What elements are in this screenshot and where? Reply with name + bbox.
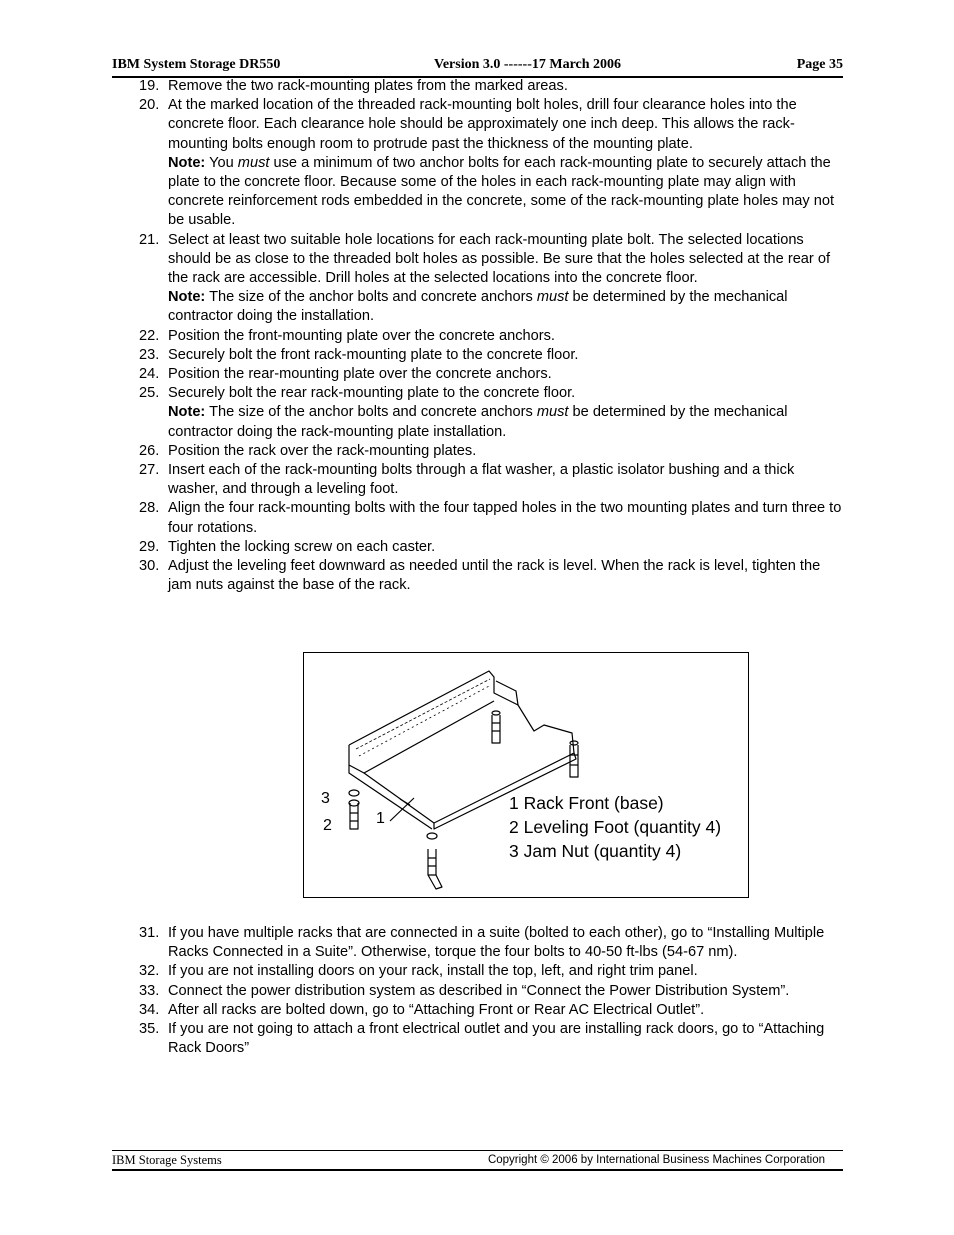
note-step-25 — [112, 403, 843, 441]
step-number: 20. — [139, 97, 160, 114]
leveling-foot-front-left — [349, 790, 359, 829]
step-20 — [112, 96, 843, 154]
step-19 — [112, 77, 843, 96]
header-title: IBM System Storage DR550 — [112, 57, 281, 72]
legend-item-jam-nut: 3 Jam Nut (quantity 4) — [509, 841, 682, 861]
step-number: 30. — [139, 558, 160, 575]
callout-1: 1 — [376, 810, 385, 827]
leveling-foot-rear-right — [570, 741, 578, 777]
header-page-number: Page 35 — [796, 57, 843, 72]
step-text: After all racks are bolted down, go to “Attaching Front or Rear AC Electrical Outlet”. — [168, 1001, 705, 1018]
callout-3: 3 — [321, 790, 330, 807]
legend-item-leveling-foot: 2 Leveling Foot (quantity 4) — [509, 817, 722, 837]
note-step-21 — [112, 288, 843, 326]
step-text: Tighten the locking screw on each caster. — [168, 538, 436, 555]
step-number: 19. — [139, 78, 160, 94]
step-number: 32. — [139, 963, 160, 980]
step-33 — [112, 982, 843, 1001]
step-number: 27. — [139, 462, 160, 479]
callout-marker-1 — [400, 799, 410, 805]
step-number: 22. — [139, 327, 160, 344]
instruction-list-top — [112, 77, 843, 595]
step-number: 34. — [139, 1001, 160, 1018]
step-number: 35. — [139, 1021, 160, 1038]
footer-org: IBM Storage Systems — [112, 1153, 222, 1167]
step-text: If you are not going to attach a front electrical outlet and you are installing rack doors, go to “Attaching Rack Doors” — [168, 1021, 825, 1057]
step-32 — [112, 962, 843, 981]
step-21 — [112, 231, 843, 289]
step-30 — [112, 557, 843, 595]
figure-legend — [509, 791, 721, 863]
legend-item-rack-front: 1 Rack Front (base) — [509, 793, 664, 813]
step-number: 21. — [139, 231, 160, 248]
step-23 — [112, 346, 843, 365]
note-text: You — [209, 154, 234, 171]
step-text: Securely bolt the rear rack-mounting plate to the concrete floor. — [168, 385, 576, 402]
note-text: use a minimum of two anchor bolts for each rack-mounting plate to securely attach the plate to the concrete floor. Because some of the holes in each rack-mounting plate may align with concrete reinforcement rods embedded in the concrete, some of the rack-mounting plate holes may not be usable. — [168, 154, 834, 229]
note-text: The size of the anchor bolts and concrete anchors — [209, 404, 533, 421]
callout-2: 2 — [323, 817, 332, 834]
note-emphasis: must — [237, 154, 270, 171]
step-27 — [112, 461, 843, 499]
step-number: 23. — [139, 346, 160, 363]
footer-rule-top — [112, 1150, 843, 1151]
footer-rule-bottom — [112, 1169, 843, 1171]
step-24 — [112, 365, 843, 384]
step-28 — [112, 499, 843, 537]
footer-copyright: Copyright © 2006 by International Business Machines Corporation — [487, 1154, 825, 1166]
step-29 — [112, 538, 843, 557]
note-emphasis: must — [536, 404, 569, 421]
note-text: be determined by the mechanical contractor doing the installation. — [168, 289, 788, 325]
note-step-20 — [112, 154, 843, 231]
header-version: Version 3.0 ------17 March 2006 — [434, 57, 622, 72]
step-text: Position the front-mounting plate over the concrete anchors. — [168, 327, 555, 344]
step-text: If you are not installing doors on your rack, install the top, left, and right trim panel. — [168, 963, 698, 980]
rack-base-figure — [303, 652, 749, 898]
note-label: Note: — [168, 404, 206, 421]
step-number: 26. — [139, 442, 160, 459]
page-header — [112, 57, 843, 76]
step-number: 24. — [139, 366, 160, 383]
step-text: Position the rack over the rack-mounting plates. — [168, 442, 477, 459]
step-number: 25. — [139, 385, 160, 402]
step-26 — [112, 442, 843, 461]
step-text: Insert each of the rack-mounting bolts through a flat washer, a plastic isolator bushing and a thick washer, and through a leveling foot. — [168, 462, 795, 498]
note-label: Note: — [168, 289, 206, 306]
step-text: Securely bolt the front rack-mounting plate to the concrete floor. — [168, 346, 579, 363]
step-text: If you have multiple racks that are connected in a suite (bolted to each other), go to “Installing Multiple Racks Connected in a Suite”. Otherwise, torque the four bolts to 40-50 ft-lbs (54-67 nm). — [168, 925, 825, 961]
step-34 — [112, 1001, 843, 1020]
step-text: Remove the two rack-mounting plates from the marked areas. — [168, 78, 568, 94]
step-number: 33. — [139, 982, 160, 999]
leveling-foot-rear-left — [492, 711, 500, 743]
step-text: Connect the power distribution system as described in “Connect the Power Distribution System”. — [168, 982, 790, 999]
step-35 — [112, 1020, 843, 1058]
callout-leader-1 — [390, 798, 414, 821]
note-label: Note: — [168, 154, 206, 171]
step-number: 28. — [139, 500, 160, 517]
note-emphasis: must — [536, 289, 569, 306]
instruction-list-bottom — [112, 924, 843, 1058]
note-text: be determined by the mechanical contractor doing the rack-mounting plate installation. — [168, 404, 788, 440]
step-text: Align the four rack-mounting bolts with the four tapped holes in the two mounting plates and turn three to four rotations. — [168, 500, 842, 536]
leveling-foot-front-right — [427, 833, 442, 889]
step-text: Adjust the leveling feet downward as needed until the rack is level. When the rack is level, tighten the jam nuts against the base of the rack. — [168, 558, 821, 594]
step-text: Position the rear-mounting plate over the concrete anchors. — [168, 366, 552, 383]
step-31 — [112, 924, 843, 962]
note-text: The size of the anchor bolts and concrete anchors — [209, 289, 533, 306]
step-number: 31. — [139, 925, 160, 941]
page-footer — [112, 1153, 843, 1169]
step-text: Select at least two suitable hole locations for each rack-mounting plate bolt. The selected locations should be as close to the threaded bolt holes as possible. Be sure that the holes selected at the rear of the rack are accessible. Drill holes at the selected locations into the concrete floor. — [168, 231, 831, 287]
step-number: 29. — [139, 538, 160, 555]
step-22 — [112, 327, 843, 346]
step-25 — [112, 384, 843, 403]
step-text: At the marked location of the threaded rack-mounting bolt holes, drill four clearance holes into the concrete floor. Each clearance hole should be approximately one inch deep. This allows the rack-mounting bolts enough room to protrude past the thickness of the mounting plate. — [168, 97, 797, 152]
